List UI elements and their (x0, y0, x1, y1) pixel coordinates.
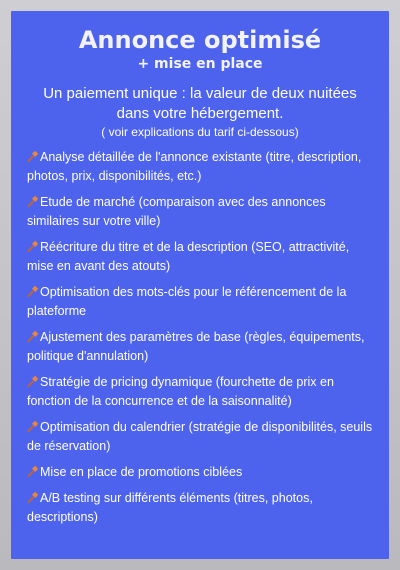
feature-item (27, 418, 373, 456)
feature-item (27, 283, 373, 321)
offer-subtitle: + mise en place (137, 56, 263, 72)
hammer-icon (27, 150, 39, 162)
hammer-icon (27, 465, 39, 477)
pricing-note: ( voir explications du tarif ci-dessous) (101, 125, 299, 139)
hammer-icon (27, 491, 39, 503)
feature-item (27, 193, 373, 231)
hammer-icon (27, 330, 39, 342)
pricing-intro: Un paiement unique : la valeur de deux nuitées dans votre hébergement. (43, 85, 357, 122)
feature-label: Réécriture du titre et de la description (SEO, attractivité, mise en avant des atouts) (27, 240, 350, 273)
feature-item (27, 148, 373, 186)
feature-list (27, 148, 373, 527)
hammer-icon (27, 195, 39, 207)
feature-label: Optimisation des mots-clés pour le référencement de la plateforme (27, 285, 347, 318)
feature-item (27, 463, 373, 482)
hammer-icon (27, 285, 39, 297)
feature-label: Mise en place de promotions ciblées (40, 465, 243, 479)
offer-card (11, 11, 389, 559)
feature-label: Ajustement des paramètres de base (règles, équipements, politique d'annulation) (27, 330, 365, 363)
feature-label: Etude de marché (comparaison avec des annonces similaires sur votre ville) (27, 195, 326, 228)
hammer-icon (27, 420, 39, 432)
hammer-icon (27, 240, 39, 252)
feature-item (27, 489, 373, 527)
hammer-icon (27, 375, 39, 387)
feature-item (27, 238, 373, 276)
feature-item (27, 373, 373, 411)
feature-label: Optimisation du calendrier (stratégie de disponibilités, seuils de réservation) (27, 420, 373, 453)
feature-item (27, 328, 373, 366)
feature-label: A/B testing sur différents éléments (titres, photos, descriptions) (27, 491, 313, 524)
feature-label: Stratégie de pricing dynamique (fourchette de prix en fonction de la concurrence et de la saisonnalité) (27, 375, 334, 408)
feature-label: Analyse détaillée de l'annonce existante (titre, description, photos, prix, disponibilités, etc.) (27, 150, 362, 183)
offer-title: Annonce optimisé (78, 26, 322, 54)
